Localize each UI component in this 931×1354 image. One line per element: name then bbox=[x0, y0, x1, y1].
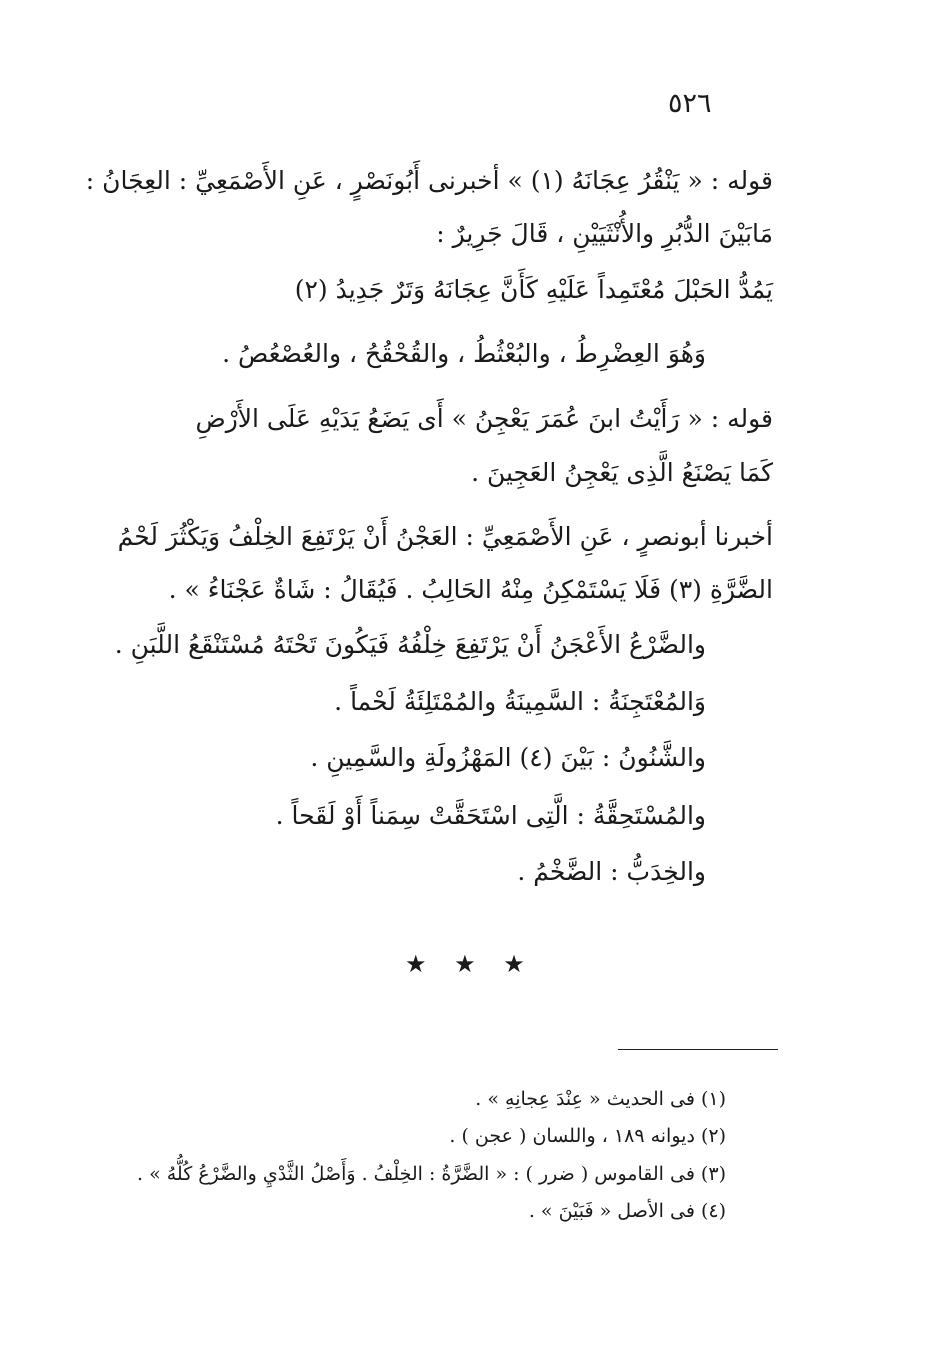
text-line-8: الضَّرَّةِ (٣) فَلَا يَسْتَمْكِنُ مِنْهُ الحَالِبُ . فَيُقَالُ : شَاةٌ عَجْنَاءُ » . bbox=[168, 575, 773, 604]
footnote-rule bbox=[618, 1049, 778, 1050]
page-number: ٥٢٦ bbox=[668, 88, 712, 119]
text-line-6: كَمَا يَصْنَعُ الَّذِى يَعْجِنُ العَجِينَ . bbox=[471, 458, 773, 487]
footnote-3: (٣) فى القاموس ( ضرر ) : « الضَّرَّةُ : الخِلْفُ . وَأَصْلُ الثَّدْيِ والضَّرْعُ كُلُّهُ » . bbox=[136, 1163, 726, 1185]
text-line-1: قوله : « يَنْقُرُ عِجَانَهُ (١) » أخبرنى أَبُونَصْرٍ ، عَنِ الأَصْمَعِيِّ : العِجَانُ : bbox=[85, 166, 773, 195]
footnote-2: (٢) ديوانه ١٨٩ ، واللسان ( عجن ) . bbox=[449, 1125, 726, 1147]
text-line-12: والمُسْتَحِقَّةُ : الَّتِى اسْتَحَقَّتْ سِمَناً أَوْ لَقَحاً . bbox=[275, 801, 706, 830]
poetry-verse: يَمُدُّ الحَبْلَ مُعْتَمِداً عَلَيْهِ كَأَنَّ عِجَانَهُ وَتَرٌ جَدِيدُ (٢) bbox=[294, 275, 773, 304]
text-line-7: أخبرنا أبونصرٍ ، عَنِ الأَصْمَعِيِّ : العَجْنُ أَنْ يَرْتَفِعَ الخِلْفُ وَيَكْثُرَ لَحْمُ bbox=[117, 522, 773, 551]
text-line-4: وَهُوَ العِضْرِطُ ، والبُعْثُطُ ، والقُحْقُحُ ، والعُصْعُصُ . bbox=[222, 339, 706, 368]
footnote-1: (١) فى الحديث « عِنْدَ عِجانِهِ » . bbox=[475, 1088, 726, 1110]
text-line-5: قوله : « رَأَيْتُ ابنَ عُمَرَ يَعْجِنُ » أَى يَضَعُ يَدَيْهِ عَلَى الأَرْضِ bbox=[195, 404, 773, 433]
text-line-11: والشَّنُونُ : بَيْنَ (٤) المَهْزُولَةِ والسَّمِينِ . bbox=[310, 743, 706, 772]
text-line-10: وَالمُعْتَجِنَةُ : السَّمِينَةُ والمُمْتَلِئَةُ لَحْماً . bbox=[334, 687, 706, 716]
footnote-4: (٤) فى الأصل « فَبَيْنَ » . bbox=[528, 1200, 726, 1222]
text-line-13: والخِدَبُّ : الضَّخْمُ . bbox=[517, 857, 706, 886]
text-line-2: مَابَيْنَ الدُّبُرِ والأُنْثَيَيْنِ ، قَالَ جَرِيرٌ : bbox=[436, 219, 773, 248]
section-separator: ★ ★ ★ bbox=[405, 950, 535, 978]
text-line-9: والضَّرْعُ الأَعْجَنُ أَنْ يَرْتَفِعَ خِلْفُهُ فَيَكُونَ تَحْتَهُ مُسْتَنْقَعُ اللَّبَنِ . bbox=[114, 630, 706, 659]
